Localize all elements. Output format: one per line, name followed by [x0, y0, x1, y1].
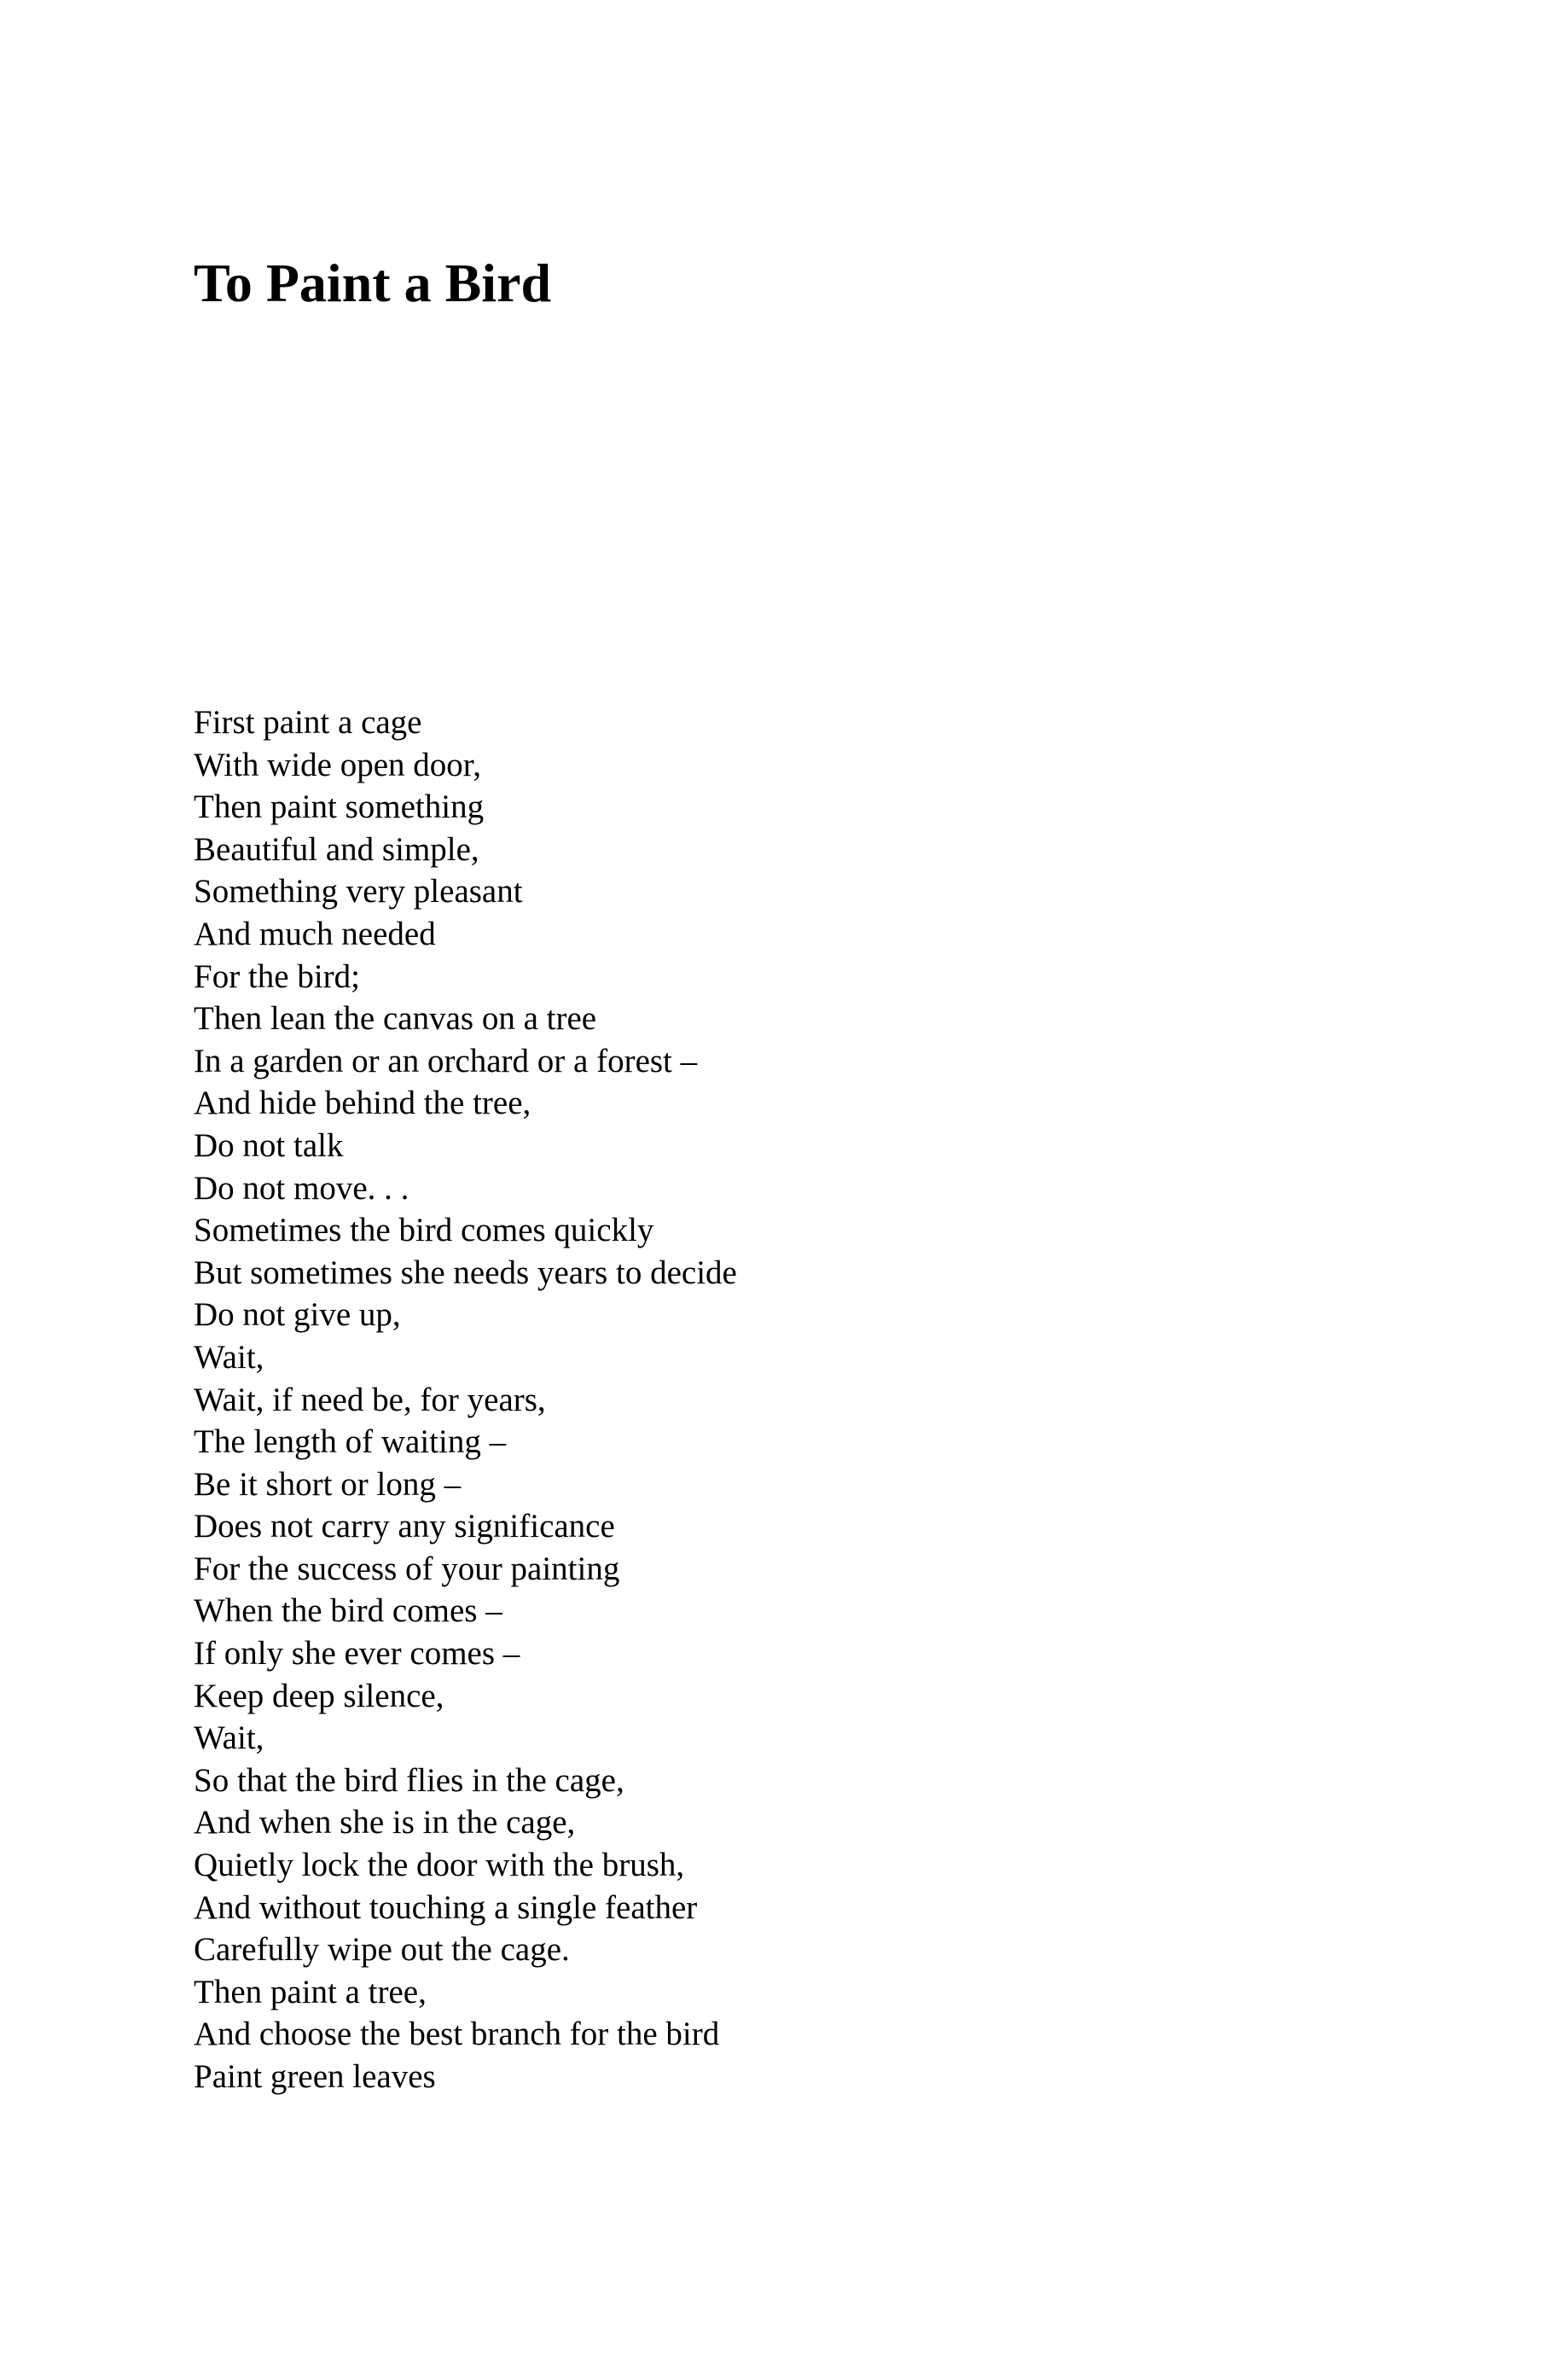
poem-line: And hide behind the tree,: [194, 1085, 531, 1122]
poem-line: In a garden or an orchard or a forest –: [194, 1042, 698, 1079]
poem-line: The length of waiting –: [194, 1423, 507, 1461]
poem-line: Carefully wipe out the cage.: [194, 1931, 570, 1969]
poem-line: Be it short or long –: [194, 1465, 462, 1503]
poem-line: Beautiful and simple,: [194, 830, 479, 868]
poem-line: Do not move. . .: [194, 1169, 409, 1207]
poem-body: [194, 701, 737, 2098]
poem-line: Keep deep silence,: [194, 1677, 444, 1714]
poem-line: Then paint a tree,: [194, 1973, 427, 2010]
poem-line: If only she ever comes –: [194, 1635, 520, 1673]
poem-line: Quietly lock the door with the brush,: [194, 1847, 685, 1884]
poem-line: Then paint something: [194, 788, 485, 826]
poem-line: Wait,: [194, 1338, 264, 1376]
poem-line: Does not carry any significance: [194, 1508, 615, 1545]
poem-line: With wide open door,: [194, 746, 481, 783]
poem-line: And much needed: [194, 915, 436, 952]
poem-line: Sometimes the bird comes quickly: [194, 1212, 654, 1249]
poem-line: For the success of your painting: [194, 1550, 620, 1587]
poem-title: To Paint a Bird: [194, 253, 552, 313]
poem-line: First paint a cage: [194, 704, 422, 741]
poem-line: Wait,: [194, 1719, 264, 1757]
poem-line: When the bird comes –: [194, 1592, 502, 1630]
poem-line: And when she is in the cage,: [194, 1804, 576, 1841]
poem-line: For the bird;: [194, 957, 360, 995]
poem-line: Paint green leaves: [194, 2058, 436, 2095]
poem-line: Then lean the canvas on a tree: [194, 1000, 597, 1038]
poem-line: And choose the best branch for the bird: [194, 2016, 720, 2053]
poem-line: And without touching a single feather: [194, 1888, 698, 1926]
poem-line: Do not give up,: [194, 1296, 401, 1334]
poem-line: So that the bird flies in the cage,: [194, 1761, 624, 1799]
poem-line: But sometimes she needs years to decide: [194, 1254, 737, 1291]
poem-line: Do not talk: [194, 1126, 344, 1164]
poem-line: Wait, if need be, for years,: [194, 1381, 546, 1418]
poem-line: Something very pleasant: [194, 873, 523, 911]
